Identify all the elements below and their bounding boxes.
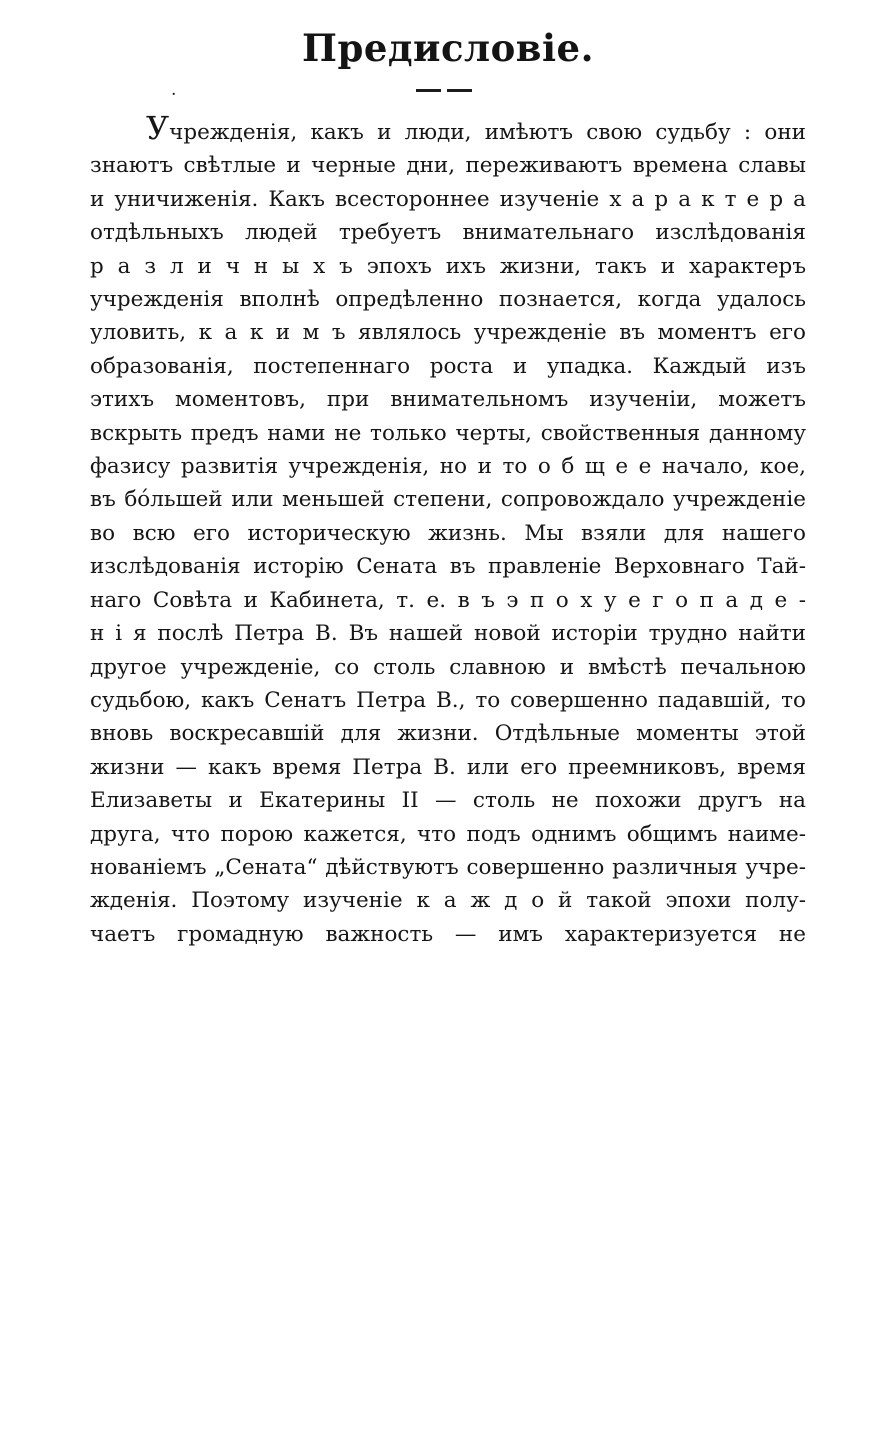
text-line: уловить, к а к и м ъ являлось учрежденіе въ моментъ его <box>90 320 806 346</box>
text-line: вскрыть предъ нами не только черты, свойственныя данному <box>90 420 806 446</box>
text-line: Елизаветы и Екатерины II — столь не похожи другъ на <box>90 788 806 814</box>
text-line: знаютъ свѣтлые и черные дни, переживаютъ времена славы <box>90 153 806 179</box>
text-line: Учрежденія, какъ и люди, имѣютъ свою судьбу : они <box>146 109 806 147</box>
text-line: въ бо́льшей или меньшей степени, сопровождало учрежденіе <box>90 487 806 513</box>
text-line: нованіемъ „Сената“ дѣйствуютъ совершенно различныя учре- <box>90 854 806 880</box>
text-line: учрежденія вполнѣ опредѣленно познается, когда удалось <box>90 287 806 313</box>
text-line: образованія, постепеннаго роста и упадка. Каждый изъ <box>90 353 806 379</box>
text-line: н і я послѣ Петра В. Въ нашей новой исторіи трудно найти <box>90 621 806 647</box>
title-divider <box>416 89 474 92</box>
text-line: другое учрежденіе, со столь славною и вмѣстѣ печальною <box>90 654 806 680</box>
text-line: друга, что порою кажется, что подъ однимъ общимъ наиме- <box>90 821 806 847</box>
stray-dot: . <box>171 80 177 100</box>
text-line: р а з л и ч н ы х ъ эпохъ ихъ жизни, такъ и характеръ <box>90 253 806 279</box>
text-line: жденія. Поэтому изученіе к а ж д о й такой эпохи полу- <box>90 888 806 914</box>
text-line: и уничиженія. Какъ всестороннее изученіе х а р а к т е р а <box>90 186 806 212</box>
preface-paragraph <box>90 109 806 951</box>
text-line: наго Совѣта и Кабинета, т. е. в ъ э п о х у е г о п а д е - <box>90 587 806 613</box>
text-line: судьбою, какъ Сенатъ Петра В., то совершенно падавшій, то <box>90 687 806 713</box>
text-line: жизни — какъ время Петра В. или его преемниковъ, время <box>90 754 806 780</box>
text-line: фазису развитія учрежденія, но и то о б щ е е начало, кое, <box>90 454 806 480</box>
text-line: изслѣдованія исторію Сената въ правленіе Верховнаго Тай- <box>90 554 806 580</box>
text-line: во всю его историческую жизнь. Мы взяли для нашего <box>90 520 806 546</box>
text-line: чаетъ громадную важность — имъ характеризуется не <box>90 921 806 947</box>
text-line: вновь воскресавшій для жизни. Отдѣльные моменты этой <box>90 721 806 747</box>
text-line: этихъ моментовъ, при внимательномъ изученіи, можетъ <box>90 387 806 413</box>
page-title: Предисловіе. <box>302 26 594 70</box>
text-line: отдѣльныхъ людей требуетъ внимательнаго изслѣдованія <box>90 220 806 246</box>
